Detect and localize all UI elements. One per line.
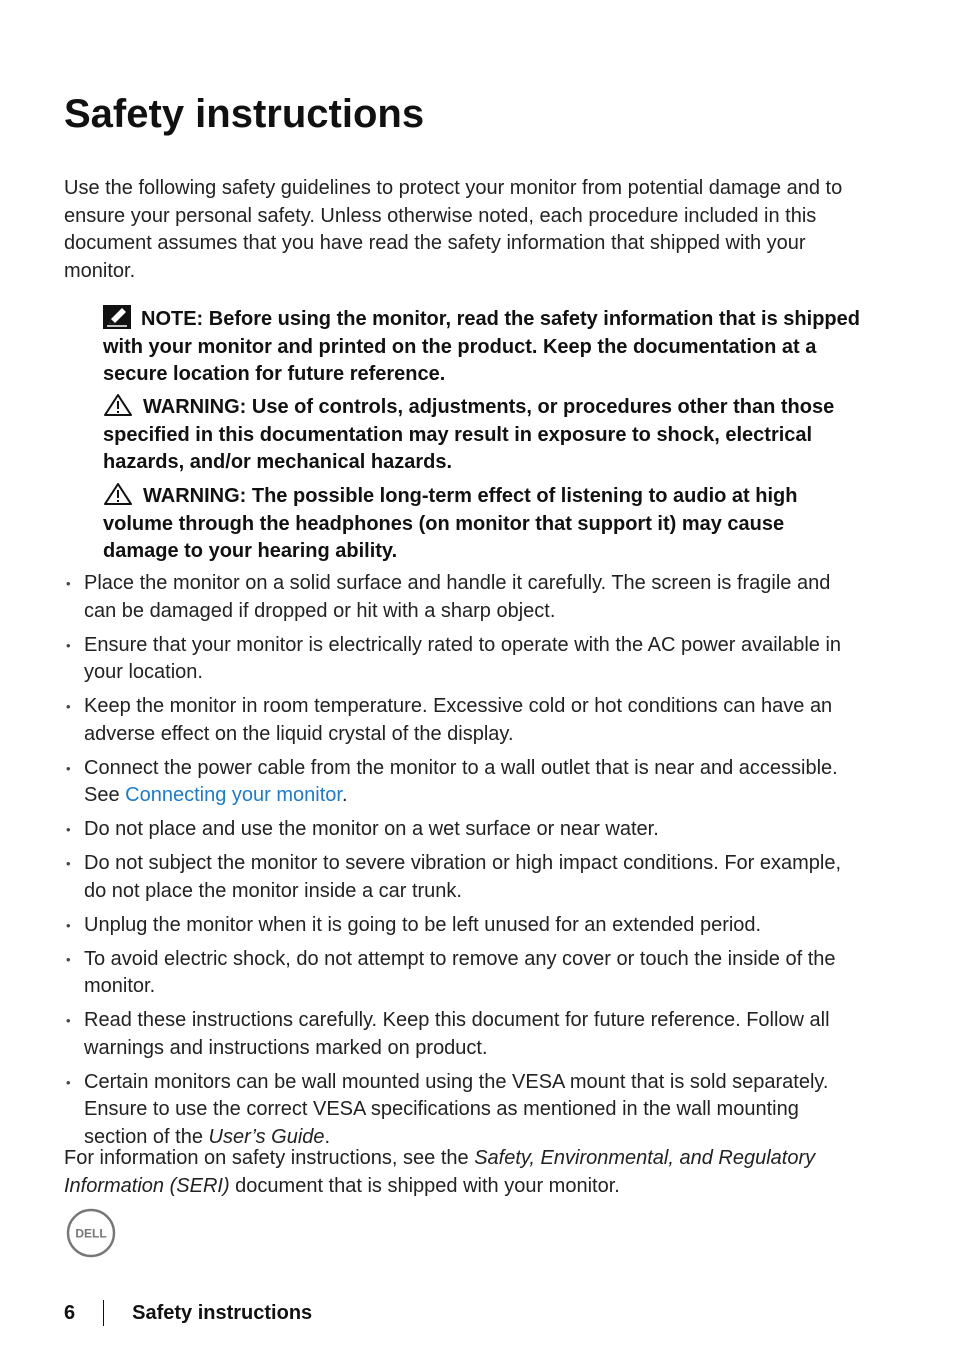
list-item: • Keep the monitor in room temperature. Excessive cold or hot conditions can have an adverse effect on the liquid crystal of the display. (64, 693, 864, 748)
list-item: • Ensure that your monitor is electrically rated to operate with the AC power available in your location. (64, 632, 864, 687)
dell-logo-icon (66, 1208, 116, 1258)
list-item: • Place the monitor on a solid surface and handle it carefully. The screen is fragile and can be damaged if dropped or hit with a sharp object. (64, 570, 864, 625)
warning-triangle-icon (103, 393, 133, 417)
warning-text-controls: WARNING: Use of controls, adjustments, or procedures other than those specified in this documentation may result in exposure to shock, electrical hazards, and/or mechanical hazards. (103, 396, 835, 473)
warning-text-audio: WARNING: The possible long-term effect of listening to audio at high volume through the headphones (on monitor that support it) may cause damage to your hearing ability. (103, 485, 798, 562)
list-item: • Read these instructions carefully. Keep this document for future reference. Follow all warnings and instructions marked on product. (64, 1007, 864, 1062)
note-text: NOTE: Before using the monitor, read the safety information that is shipped with your monitor and printed on the product. Keep the documentation at a secure location for future reference. (103, 308, 860, 385)
page-footer (64, 1300, 312, 1326)
warning-triangle-icon (103, 482, 133, 506)
closing-text: For information on safety instructions, see the (64, 1147, 475, 1169)
warning-notice-controls (103, 393, 863, 477)
note-notice (103, 305, 863, 389)
list-item: • To avoid electric shock, do not attempt to remove any cover or touch the inside of the monitor. (64, 946, 864, 1001)
note-pencil-icon (103, 305, 131, 329)
list-item-text: Connect the power cable from the monitor to a wall outlet that is near and accessible. See (84, 756, 838, 806)
warning-notice-audio (103, 482, 863, 566)
closing-paragraph (64, 1145, 864, 1200)
list-item-text-end: . (341, 784, 348, 806)
footer-divider (103, 1300, 104, 1326)
list-item-text: Certain monitors can be wall mounted using the VESA mount that is sold separately. Ensure to use the correct VESA specifications as mentioned in the wall mounting section of the (84, 1070, 829, 1148)
list-item-text-end: . (324, 1125, 331, 1148)
closing-text-end: document that is shipped with your monitor. (229, 1174, 620, 1197)
page-title: Safety instructions (64, 92, 425, 136)
list-item: • Do not place and use the monitor on a wet surface or near water. (64, 816, 864, 844)
footer-section-title: Safety instructions (132, 1301, 313, 1324)
list-item: • Unplug the monitor when it is going to be left unused for an extended period. (64, 912, 864, 940)
dell-logo-text: DELL (75, 1226, 107, 1241)
seri-document-title: Safety, Environmental, and Regulatory Information (SERI) (64, 1147, 816, 1197)
connecting-your-monitor-link[interactable]: Connecting your monitor (125, 784, 342, 806)
page-number: 6 (64, 1301, 76, 1324)
list-item: • Do not subject the monitor to severe vibration or high impact conditions. For example, do not place the monitor inside a car trunk. (64, 850, 864, 905)
safety-guidelines-list (64, 570, 864, 1158)
intro-paragraph: Use the following safety guidelines to protect your monitor from potential damage and to ensure your personal safety. Unless otherwise noted, each procedure included in this document assumes that you have read the safety information that shipped with your monitor. (64, 177, 843, 282)
list-item (64, 755, 864, 810)
list-item (64, 1069, 864, 1152)
users-guide-title: User’s Guide (208, 1125, 325, 1148)
